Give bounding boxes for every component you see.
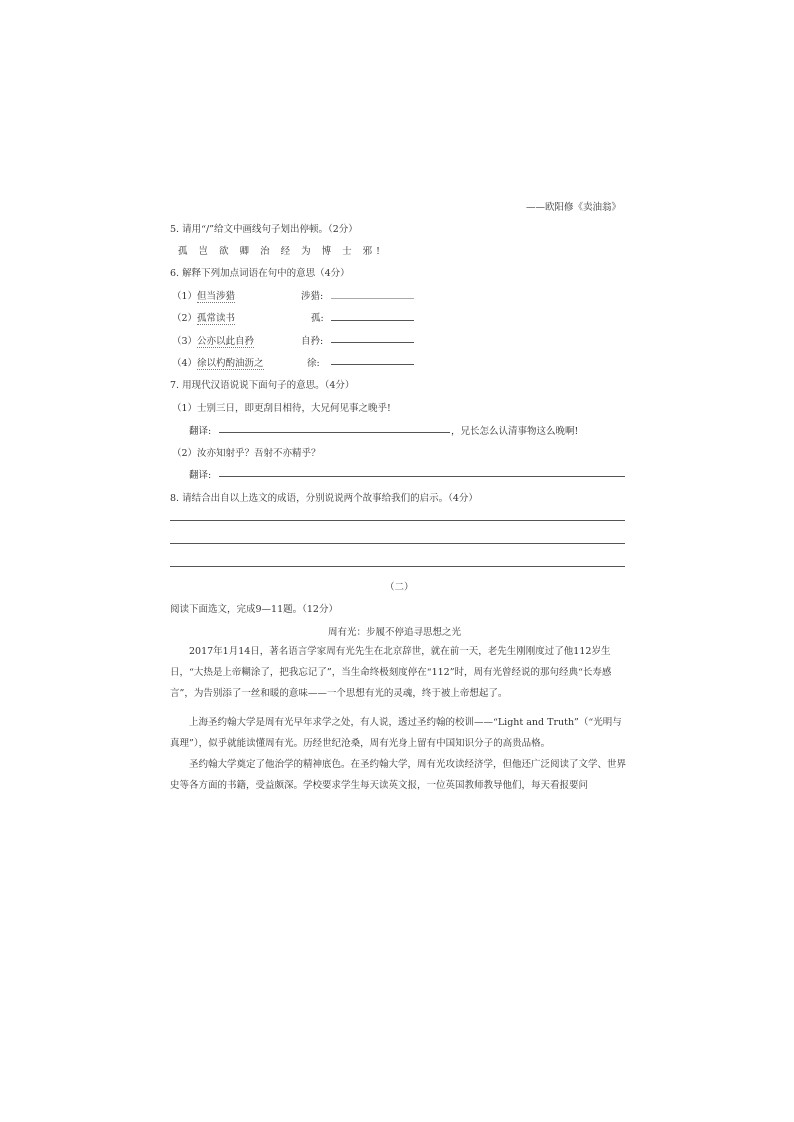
reading-intro: 阅读下面选文，完成9—11题。（12分） xyxy=(170,604,338,615)
q8-answer-line[interactable] xyxy=(170,543,625,544)
article-paragraph: 上海圣约翰大学是周有光早年求学之处，有人说，透过圣约翰的校训——“Light and Truth”（“光明与真理”），似乎就能读懂周有光。历经世纪沧桑，周有光身上留有中国知识分子的高贵品格。 xyxy=(170,717,622,749)
article-paragraph: 2017年1月14日，著名语言学家周有光先生在北京辞世，就在前一天，老先生刚刚度过了他112岁生日，“大热是上帝糊涂了，把我忘记了”，当生命终极刻度停在“112”时，周有光曾经说的那句经典“长寿感言”，为告别添了一丝和暖的意味——一个思想有光的灵魂，终于被上帝想起了。 xyxy=(170,646,612,699)
q6-item-text: 徐以杓酌油沥之 xyxy=(197,358,264,369)
q8-prompt: 8. 请结合出自以上选文的成语，分别说说两个故事给我们的启示。（4分） xyxy=(170,493,478,504)
q6-item xyxy=(172,310,235,324)
q6-answer-line[interactable] xyxy=(331,298,414,299)
q7-sentence-1: （1）士别三日，即更刮目相待，大兄何见事之晚乎! xyxy=(172,403,391,414)
q6-item xyxy=(172,288,235,302)
q6-term: 涉猎: xyxy=(301,291,324,302)
q8-answer-line[interactable] xyxy=(170,566,625,567)
q7-prompt: 7. 用现代汉语说说下面句子的意思。（4分） xyxy=(170,380,355,391)
q7-translate-label: 翻译: xyxy=(189,426,212,437)
q6-answer-line[interactable] xyxy=(331,342,414,343)
q6-item xyxy=(172,355,264,369)
q6-item-text: 但当涉猎 xyxy=(197,291,236,302)
section-heading: （二） xyxy=(385,582,414,593)
q6-item-text: 公亦以此自矜 xyxy=(197,336,255,347)
q6-answer-line[interactable] xyxy=(331,320,414,321)
article-paragraph: 圣约翰大学奠定了他治学的精神底色。在圣约翰大学，周有光攻读经济学，但他还广泛阅读了文学、世界史等各方面的书籍，受益颇深。学校要求学生每天读英文报，一位英国教师教导他们，每天看报要问 xyxy=(170,759,627,791)
q5-prompt: 5. 请用“/”给文中画线句子划出停顿。（2分） xyxy=(170,224,358,235)
q7-sentence-1-tail: ，兄长怎么认清事物这么晚啊! xyxy=(451,426,579,437)
source-attribution: ——欧阳修《卖油翁》 xyxy=(526,202,622,213)
q6-answer-line[interactable] xyxy=(331,364,414,365)
q6-item xyxy=(172,333,254,347)
q7-sentence-2: （2）汝亦知射乎？吾射不亦精乎？ xyxy=(172,448,321,459)
q6-term: 徐: xyxy=(307,358,320,369)
q7-answer-line[interactable] xyxy=(219,476,625,477)
article-title: 周有光：步履不停追寻思想之光 xyxy=(328,627,462,638)
q8-answer-line[interactable] xyxy=(170,520,625,521)
q6-item-num: （2） xyxy=(172,313,198,324)
q6-item-num: （1） xyxy=(172,291,198,302)
q6-item-num: （3） xyxy=(172,336,198,347)
q6-term: 自矜: xyxy=(301,336,324,347)
q6-item-text: 孤常读书 xyxy=(197,313,236,324)
q7-translate-label: 翻译: xyxy=(189,470,212,481)
q6-prompt: 6. 解释下列加点词语在句中的意思（4分） xyxy=(170,268,350,279)
q6-item-num: （4） xyxy=(172,358,198,369)
q6-term: 孤: xyxy=(311,313,324,324)
q5-sentence: 孤 岂 欲 卿 治 经 为 博 士 邪! xyxy=(178,246,384,257)
q7-answer-line[interactable] xyxy=(219,432,450,433)
